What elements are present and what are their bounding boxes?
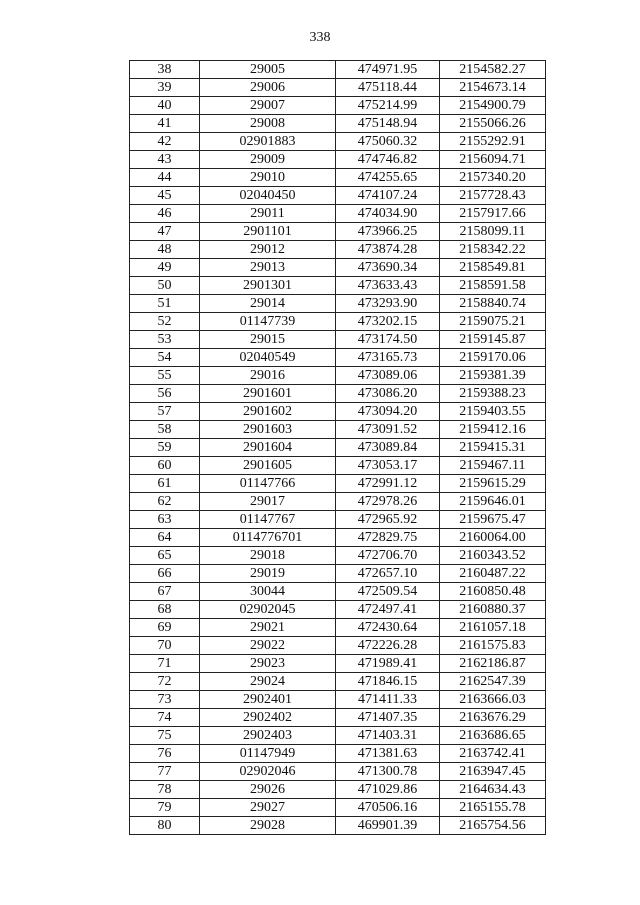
row-number-cell: 44 — [130, 169, 200, 187]
point-code-cell: 29005 — [200, 61, 336, 79]
x-coordinate-cell: 475118.44 — [336, 79, 440, 97]
x-coordinate-cell: 474034.90 — [336, 205, 440, 223]
x-coordinate-cell: 473053.17 — [336, 457, 440, 475]
row-number-cell: 57 — [130, 403, 200, 421]
row-number-cell: 69 — [130, 619, 200, 637]
point-code-cell: 02902046 — [200, 763, 336, 781]
table-row — [130, 277, 546, 295]
point-code-cell: 02040549 — [200, 349, 336, 367]
x-coordinate-cell: 473174.50 — [336, 331, 440, 349]
row-number-cell: 56 — [130, 385, 200, 403]
y-coordinate-cell: 2159145.87 — [440, 331, 546, 349]
table-row — [130, 583, 546, 601]
y-coordinate-cell: 2159381.39 — [440, 367, 546, 385]
row-number-cell: 77 — [130, 763, 200, 781]
table-row — [130, 259, 546, 277]
point-code-cell: 30044 — [200, 583, 336, 601]
row-number-cell: 41 — [130, 115, 200, 133]
x-coordinate-cell: 475214.99 — [336, 97, 440, 115]
y-coordinate-cell: 2159170.06 — [440, 349, 546, 367]
point-code-cell: 29024 — [200, 673, 336, 691]
table-row — [130, 169, 546, 187]
y-coordinate-cell: 2161575.83 — [440, 637, 546, 655]
row-number-cell: 67 — [130, 583, 200, 601]
x-coordinate-cell: 474107.24 — [336, 187, 440, 205]
x-coordinate-cell: 472430.64 — [336, 619, 440, 637]
y-coordinate-cell: 2162186.87 — [440, 655, 546, 673]
point-code-cell: 29006 — [200, 79, 336, 97]
table-row — [130, 295, 546, 313]
table-row — [130, 817, 546, 835]
point-code-cell: 29007 — [200, 97, 336, 115]
row-number-cell: 72 — [130, 673, 200, 691]
point-code-cell: 02040450 — [200, 187, 336, 205]
point-code-cell: 29010 — [200, 169, 336, 187]
y-coordinate-cell: 2160343.52 — [440, 547, 546, 565]
row-number-cell: 76 — [130, 745, 200, 763]
point-code-cell: 29014 — [200, 295, 336, 313]
table-row — [130, 187, 546, 205]
table-row — [130, 781, 546, 799]
table-row — [130, 601, 546, 619]
point-code-cell: 29013 — [200, 259, 336, 277]
x-coordinate-cell: 473165.73 — [336, 349, 440, 367]
x-coordinate-cell: 471381.63 — [336, 745, 440, 763]
y-coordinate-cell: 2165155.78 — [440, 799, 546, 817]
row-number-cell: 80 — [130, 817, 200, 835]
point-code-cell: 01147949 — [200, 745, 336, 763]
x-coordinate-cell: 472965.92 — [336, 511, 440, 529]
row-number-cell: 49 — [130, 259, 200, 277]
point-code-cell: 01147766 — [200, 475, 336, 493]
point-code-cell: 29027 — [200, 799, 336, 817]
y-coordinate-cell: 2156094.71 — [440, 151, 546, 169]
row-number-cell: 63 — [130, 511, 200, 529]
point-code-cell: 29023 — [200, 655, 336, 673]
y-coordinate-cell: 2163676.29 — [440, 709, 546, 727]
point-code-cell: 29011 — [200, 205, 336, 223]
y-coordinate-cell: 2160880.37 — [440, 601, 546, 619]
table-row — [130, 637, 546, 655]
table-row — [130, 745, 546, 763]
point-code-cell: 2901101 — [200, 223, 336, 241]
row-number-cell: 38 — [130, 61, 200, 79]
point-code-cell: 29016 — [200, 367, 336, 385]
x-coordinate-cell: 469901.39 — [336, 817, 440, 835]
point-code-cell: 29012 — [200, 241, 336, 259]
x-coordinate-cell: 471989.41 — [336, 655, 440, 673]
y-coordinate-cell: 2154900.79 — [440, 97, 546, 115]
point-code-cell: 29018 — [200, 547, 336, 565]
y-coordinate-cell: 2158099.11 — [440, 223, 546, 241]
x-coordinate-cell: 472706.70 — [336, 547, 440, 565]
y-coordinate-cell: 2157340.20 — [440, 169, 546, 187]
coordinates-table — [129, 60, 546, 835]
y-coordinate-cell: 2163666.03 — [440, 691, 546, 709]
table-row — [130, 655, 546, 673]
x-coordinate-cell: 471029.86 — [336, 781, 440, 799]
x-coordinate-cell: 472978.26 — [336, 493, 440, 511]
table-row — [130, 79, 546, 97]
row-number-cell: 70 — [130, 637, 200, 655]
point-code-cell: 2901602 — [200, 403, 336, 421]
table-row — [130, 619, 546, 637]
page-number: 338 — [309, 30, 331, 45]
table-row — [130, 367, 546, 385]
y-coordinate-cell: 2161057.18 — [440, 619, 546, 637]
row-number-cell: 74 — [130, 709, 200, 727]
table-row — [130, 565, 546, 583]
row-number-cell: 54 — [130, 349, 200, 367]
table-row — [130, 799, 546, 817]
row-number-cell: 47 — [130, 223, 200, 241]
point-code-cell: 2902402 — [200, 709, 336, 727]
table-row — [130, 313, 546, 331]
x-coordinate-cell: 472657.10 — [336, 565, 440, 583]
x-coordinate-cell: 473874.28 — [336, 241, 440, 259]
x-coordinate-cell: 474971.95 — [336, 61, 440, 79]
y-coordinate-cell: 2155292.91 — [440, 133, 546, 151]
y-coordinate-cell: 2160487.22 — [440, 565, 546, 583]
y-coordinate-cell: 2163947.45 — [440, 763, 546, 781]
row-number-cell: 65 — [130, 547, 200, 565]
x-coordinate-cell: 473202.15 — [336, 313, 440, 331]
x-coordinate-cell: 475060.32 — [336, 133, 440, 151]
table-row — [130, 205, 546, 223]
row-number-cell: 42 — [130, 133, 200, 151]
x-coordinate-cell: 473089.84 — [336, 439, 440, 457]
y-coordinate-cell: 2154582.27 — [440, 61, 546, 79]
y-coordinate-cell: 2160064.00 — [440, 529, 546, 547]
point-code-cell: 01147739 — [200, 313, 336, 331]
x-coordinate-cell: 473293.90 — [336, 295, 440, 313]
table-row — [130, 133, 546, 151]
row-number-cell: 79 — [130, 799, 200, 817]
point-code-cell: 29008 — [200, 115, 336, 133]
y-coordinate-cell: 2158549.81 — [440, 259, 546, 277]
point-code-cell: 29026 — [200, 781, 336, 799]
point-code-cell: 02901883 — [200, 133, 336, 151]
coordinates-table-body — [130, 61, 546, 835]
x-coordinate-cell: 472829.75 — [336, 529, 440, 547]
row-number-cell: 51 — [130, 295, 200, 313]
x-coordinate-cell: 474255.65 — [336, 169, 440, 187]
row-number-cell: 71 — [130, 655, 200, 673]
point-code-cell: 29022 — [200, 637, 336, 655]
x-coordinate-cell: 474746.82 — [336, 151, 440, 169]
y-coordinate-cell: 2157917.66 — [440, 205, 546, 223]
row-number-cell: 46 — [130, 205, 200, 223]
x-coordinate-cell: 473690.34 — [336, 259, 440, 277]
point-code-cell: 29019 — [200, 565, 336, 583]
x-coordinate-cell: 471403.31 — [336, 727, 440, 745]
row-number-cell: 39 — [130, 79, 200, 97]
y-coordinate-cell: 2154673.14 — [440, 79, 546, 97]
y-coordinate-cell: 2163686.65 — [440, 727, 546, 745]
y-coordinate-cell: 2158840.74 — [440, 295, 546, 313]
table-row — [130, 241, 546, 259]
table-row — [130, 529, 546, 547]
x-coordinate-cell: 473966.25 — [336, 223, 440, 241]
x-coordinate-cell: 471846.15 — [336, 673, 440, 691]
table-row — [130, 331, 546, 349]
row-number-cell: 60 — [130, 457, 200, 475]
row-number-cell: 48 — [130, 241, 200, 259]
table-row — [130, 223, 546, 241]
x-coordinate-cell: 473089.06 — [336, 367, 440, 385]
table-row — [130, 547, 546, 565]
table-row — [130, 709, 546, 727]
row-number-cell: 45 — [130, 187, 200, 205]
point-code-cell: 01147767 — [200, 511, 336, 529]
x-coordinate-cell: 473094.20 — [336, 403, 440, 421]
point-code-cell: 2902403 — [200, 727, 336, 745]
row-number-cell: 66 — [130, 565, 200, 583]
table-row — [130, 421, 546, 439]
y-coordinate-cell: 2162547.39 — [440, 673, 546, 691]
row-number-cell: 64 — [130, 529, 200, 547]
point-code-cell: 2901605 — [200, 457, 336, 475]
point-code-cell: 2901601 — [200, 385, 336, 403]
y-coordinate-cell: 2159467.11 — [440, 457, 546, 475]
row-number-cell: 53 — [130, 331, 200, 349]
row-number-cell: 40 — [130, 97, 200, 115]
point-code-cell: 29009 — [200, 151, 336, 169]
x-coordinate-cell: 471411.33 — [336, 691, 440, 709]
table-row — [130, 115, 546, 133]
row-number-cell: 58 — [130, 421, 200, 439]
row-number-cell: 78 — [130, 781, 200, 799]
row-number-cell: 50 — [130, 277, 200, 295]
point-code-cell: 29028 — [200, 817, 336, 835]
x-coordinate-cell: 475148.94 — [336, 115, 440, 133]
point-code-cell: 0114776701 — [200, 529, 336, 547]
table-row — [130, 151, 546, 169]
x-coordinate-cell: 470506.16 — [336, 799, 440, 817]
y-coordinate-cell: 2159415.31 — [440, 439, 546, 457]
y-coordinate-cell: 2157728.43 — [440, 187, 546, 205]
y-coordinate-cell: 2159675.47 — [440, 511, 546, 529]
table-row — [130, 511, 546, 529]
x-coordinate-cell: 471407.35 — [336, 709, 440, 727]
y-coordinate-cell: 2165754.56 — [440, 817, 546, 835]
table-row — [130, 493, 546, 511]
table-row — [130, 439, 546, 457]
table-row — [130, 673, 546, 691]
row-number-cell: 73 — [130, 691, 200, 709]
y-coordinate-cell: 2159615.29 — [440, 475, 546, 493]
x-coordinate-cell: 473091.52 — [336, 421, 440, 439]
table-row — [130, 97, 546, 115]
y-coordinate-cell: 2159388.23 — [440, 385, 546, 403]
y-coordinate-cell: 2159646.01 — [440, 493, 546, 511]
point-code-cell: 2901301 — [200, 277, 336, 295]
point-code-cell: 29015 — [200, 331, 336, 349]
row-number-cell: 68 — [130, 601, 200, 619]
table-row — [130, 763, 546, 781]
table-row — [130, 475, 546, 493]
row-number-cell: 75 — [130, 727, 200, 745]
y-coordinate-cell: 2163742.41 — [440, 745, 546, 763]
row-number-cell: 55 — [130, 367, 200, 385]
y-coordinate-cell: 2164634.43 — [440, 781, 546, 799]
y-coordinate-cell: 2155066.26 — [440, 115, 546, 133]
x-coordinate-cell: 472509.54 — [336, 583, 440, 601]
table-row — [130, 691, 546, 709]
table-row — [130, 727, 546, 745]
point-code-cell: 02902045 — [200, 601, 336, 619]
y-coordinate-cell: 2160850.48 — [440, 583, 546, 601]
row-number-cell: 52 — [130, 313, 200, 331]
x-coordinate-cell: 473086.20 — [336, 385, 440, 403]
x-coordinate-cell: 473633.43 — [336, 277, 440, 295]
row-number-cell: 59 — [130, 439, 200, 457]
y-coordinate-cell: 2158591.58 — [440, 277, 546, 295]
point-code-cell: 29021 — [200, 619, 336, 637]
table-row — [130, 457, 546, 475]
row-number-cell: 61 — [130, 475, 200, 493]
x-coordinate-cell: 472497.41 — [336, 601, 440, 619]
point-code-cell: 2901604 — [200, 439, 336, 457]
table-row — [130, 403, 546, 421]
y-coordinate-cell: 2159403.55 — [440, 403, 546, 421]
x-coordinate-cell: 472991.12 — [336, 475, 440, 493]
point-code-cell: 29017 — [200, 493, 336, 511]
x-coordinate-cell: 472226.28 — [336, 637, 440, 655]
row-number-cell: 62 — [130, 493, 200, 511]
y-coordinate-cell: 2159075.21 — [440, 313, 546, 331]
point-code-cell: 2901603 — [200, 421, 336, 439]
point-code-cell: 2902401 — [200, 691, 336, 709]
table-row — [130, 349, 546, 367]
row-number-cell: 43 — [130, 151, 200, 169]
table-row — [130, 385, 546, 403]
table-row — [130, 61, 546, 79]
x-coordinate-cell: 471300.78 — [336, 763, 440, 781]
y-coordinate-cell: 2159412.16 — [440, 421, 546, 439]
y-coordinate-cell: 2158342.22 — [440, 241, 546, 259]
